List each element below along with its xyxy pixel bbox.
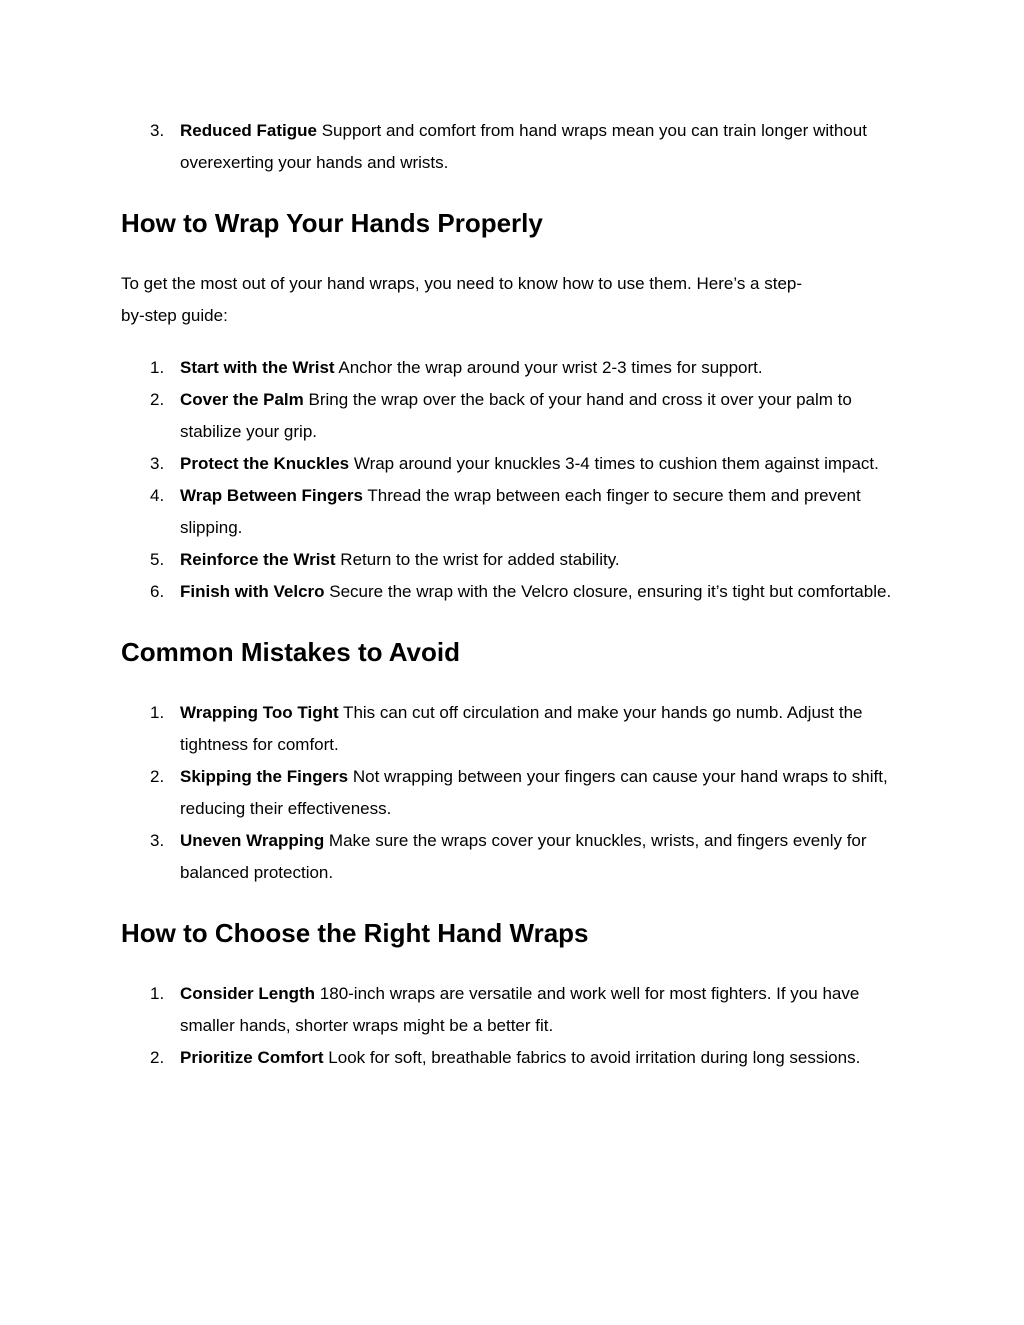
list-item xyxy=(121,384,911,448)
list-number: 1. xyxy=(150,703,165,722)
mistakes-list xyxy=(121,697,911,889)
list-number: 1. xyxy=(150,358,165,377)
list-number: 5. xyxy=(150,550,165,569)
list-item-title: Reinforce the Wrist xyxy=(180,550,336,569)
list-item-text: 180-inch wraps are versatile and work well for most fighters. If you have smaller hands, shorter wraps might be a better fit. xyxy=(180,984,860,1035)
list-item xyxy=(121,544,911,576)
list-item xyxy=(121,352,911,384)
list-number: 1. xyxy=(150,984,165,1003)
list-item-text: Look for soft, breathable fabrics to avoid irritation during long sessions. xyxy=(323,1048,861,1067)
list-item-title: Start with the Wrist xyxy=(180,358,335,377)
list-item xyxy=(121,480,911,544)
list-item-text: This can cut off circulation and make your hands go numb. Adjust the tightness for comfort. xyxy=(180,703,863,754)
list-item xyxy=(121,825,911,889)
wrap-steps-list xyxy=(121,352,911,608)
document-page xyxy=(121,115,911,1074)
list-item-title: Skipping the Fingers xyxy=(180,767,349,786)
list-item-text: Make sure the wraps cover your knuckles, wrists, and fingers evenly for balanced protection. xyxy=(180,831,867,882)
list-number: 3. xyxy=(150,831,165,850)
list-number: 3. xyxy=(150,121,165,140)
list-item-text: Not wrapping between your fingers can cause your hand wraps to shift, reducing their effectiveness. xyxy=(180,767,888,818)
choose-wraps-list xyxy=(121,978,911,1074)
benefits-list-continued xyxy=(121,115,911,179)
list-item xyxy=(121,576,911,608)
list-item-title: Uneven Wrapping xyxy=(180,831,325,850)
intro-paragraph: To get the most out of your hand wraps, you need to know how to use them. Here’s a step-by-step guide: xyxy=(121,274,803,325)
list-number: 3. xyxy=(150,454,165,473)
list-item-text: Return to the wrist for added stability. xyxy=(335,550,620,569)
list-item xyxy=(121,448,911,480)
section-heading-choose-wraps: How to Choose the Right Hand Wraps xyxy=(121,918,589,948)
section-heading-wrap-properly: How to Wrap Your Hands Properly xyxy=(121,208,543,238)
list-number: 4. xyxy=(150,486,165,505)
list-item xyxy=(121,978,911,1042)
list-number: 2. xyxy=(150,767,165,786)
list-item-title: Reduced Fatigue xyxy=(180,121,317,140)
list-item-text: Bring the wrap over the back of your hand and cross it over your palm to stabilize your grip. xyxy=(180,390,852,441)
list-number: 6. xyxy=(150,582,165,601)
list-number: 2. xyxy=(150,390,165,409)
section-heading-common-mistakes: Common Mistakes to Avoid xyxy=(121,637,461,667)
list-item-text: Wrap around your knuckles 3-4 times to cushion them against impact. xyxy=(349,454,879,473)
list-item-title: Protect the Knuckles xyxy=(180,454,350,473)
list-number: 2. xyxy=(150,1048,165,1067)
list-item xyxy=(121,115,911,179)
list-item-title: Wrapping Too Tight xyxy=(180,703,339,722)
list-item xyxy=(121,697,911,761)
list-item-title: Cover the Palm xyxy=(180,390,304,409)
list-item xyxy=(121,761,911,825)
list-item-title: Wrap Between Fingers xyxy=(180,486,363,505)
list-item-text: Secure the wrap with the Velcro closure, ensuring it’s tight but comfortable. xyxy=(324,582,892,601)
list-item-title: Finish with Velcro xyxy=(180,582,325,601)
list-item-title: Consider Length xyxy=(180,984,316,1003)
list-item-text: Anchor the wrap around your wrist 2-3 times for support. xyxy=(334,358,763,377)
list-item-text: Thread the wrap between each finger to secure them and prevent slipping. xyxy=(180,486,861,537)
list-item-title: Prioritize Comfort xyxy=(180,1048,324,1067)
list-item xyxy=(121,1042,911,1074)
list-item-text: Support and comfort from hand wraps mean you can train longer without overexerting your hands and wrists. xyxy=(180,121,867,172)
